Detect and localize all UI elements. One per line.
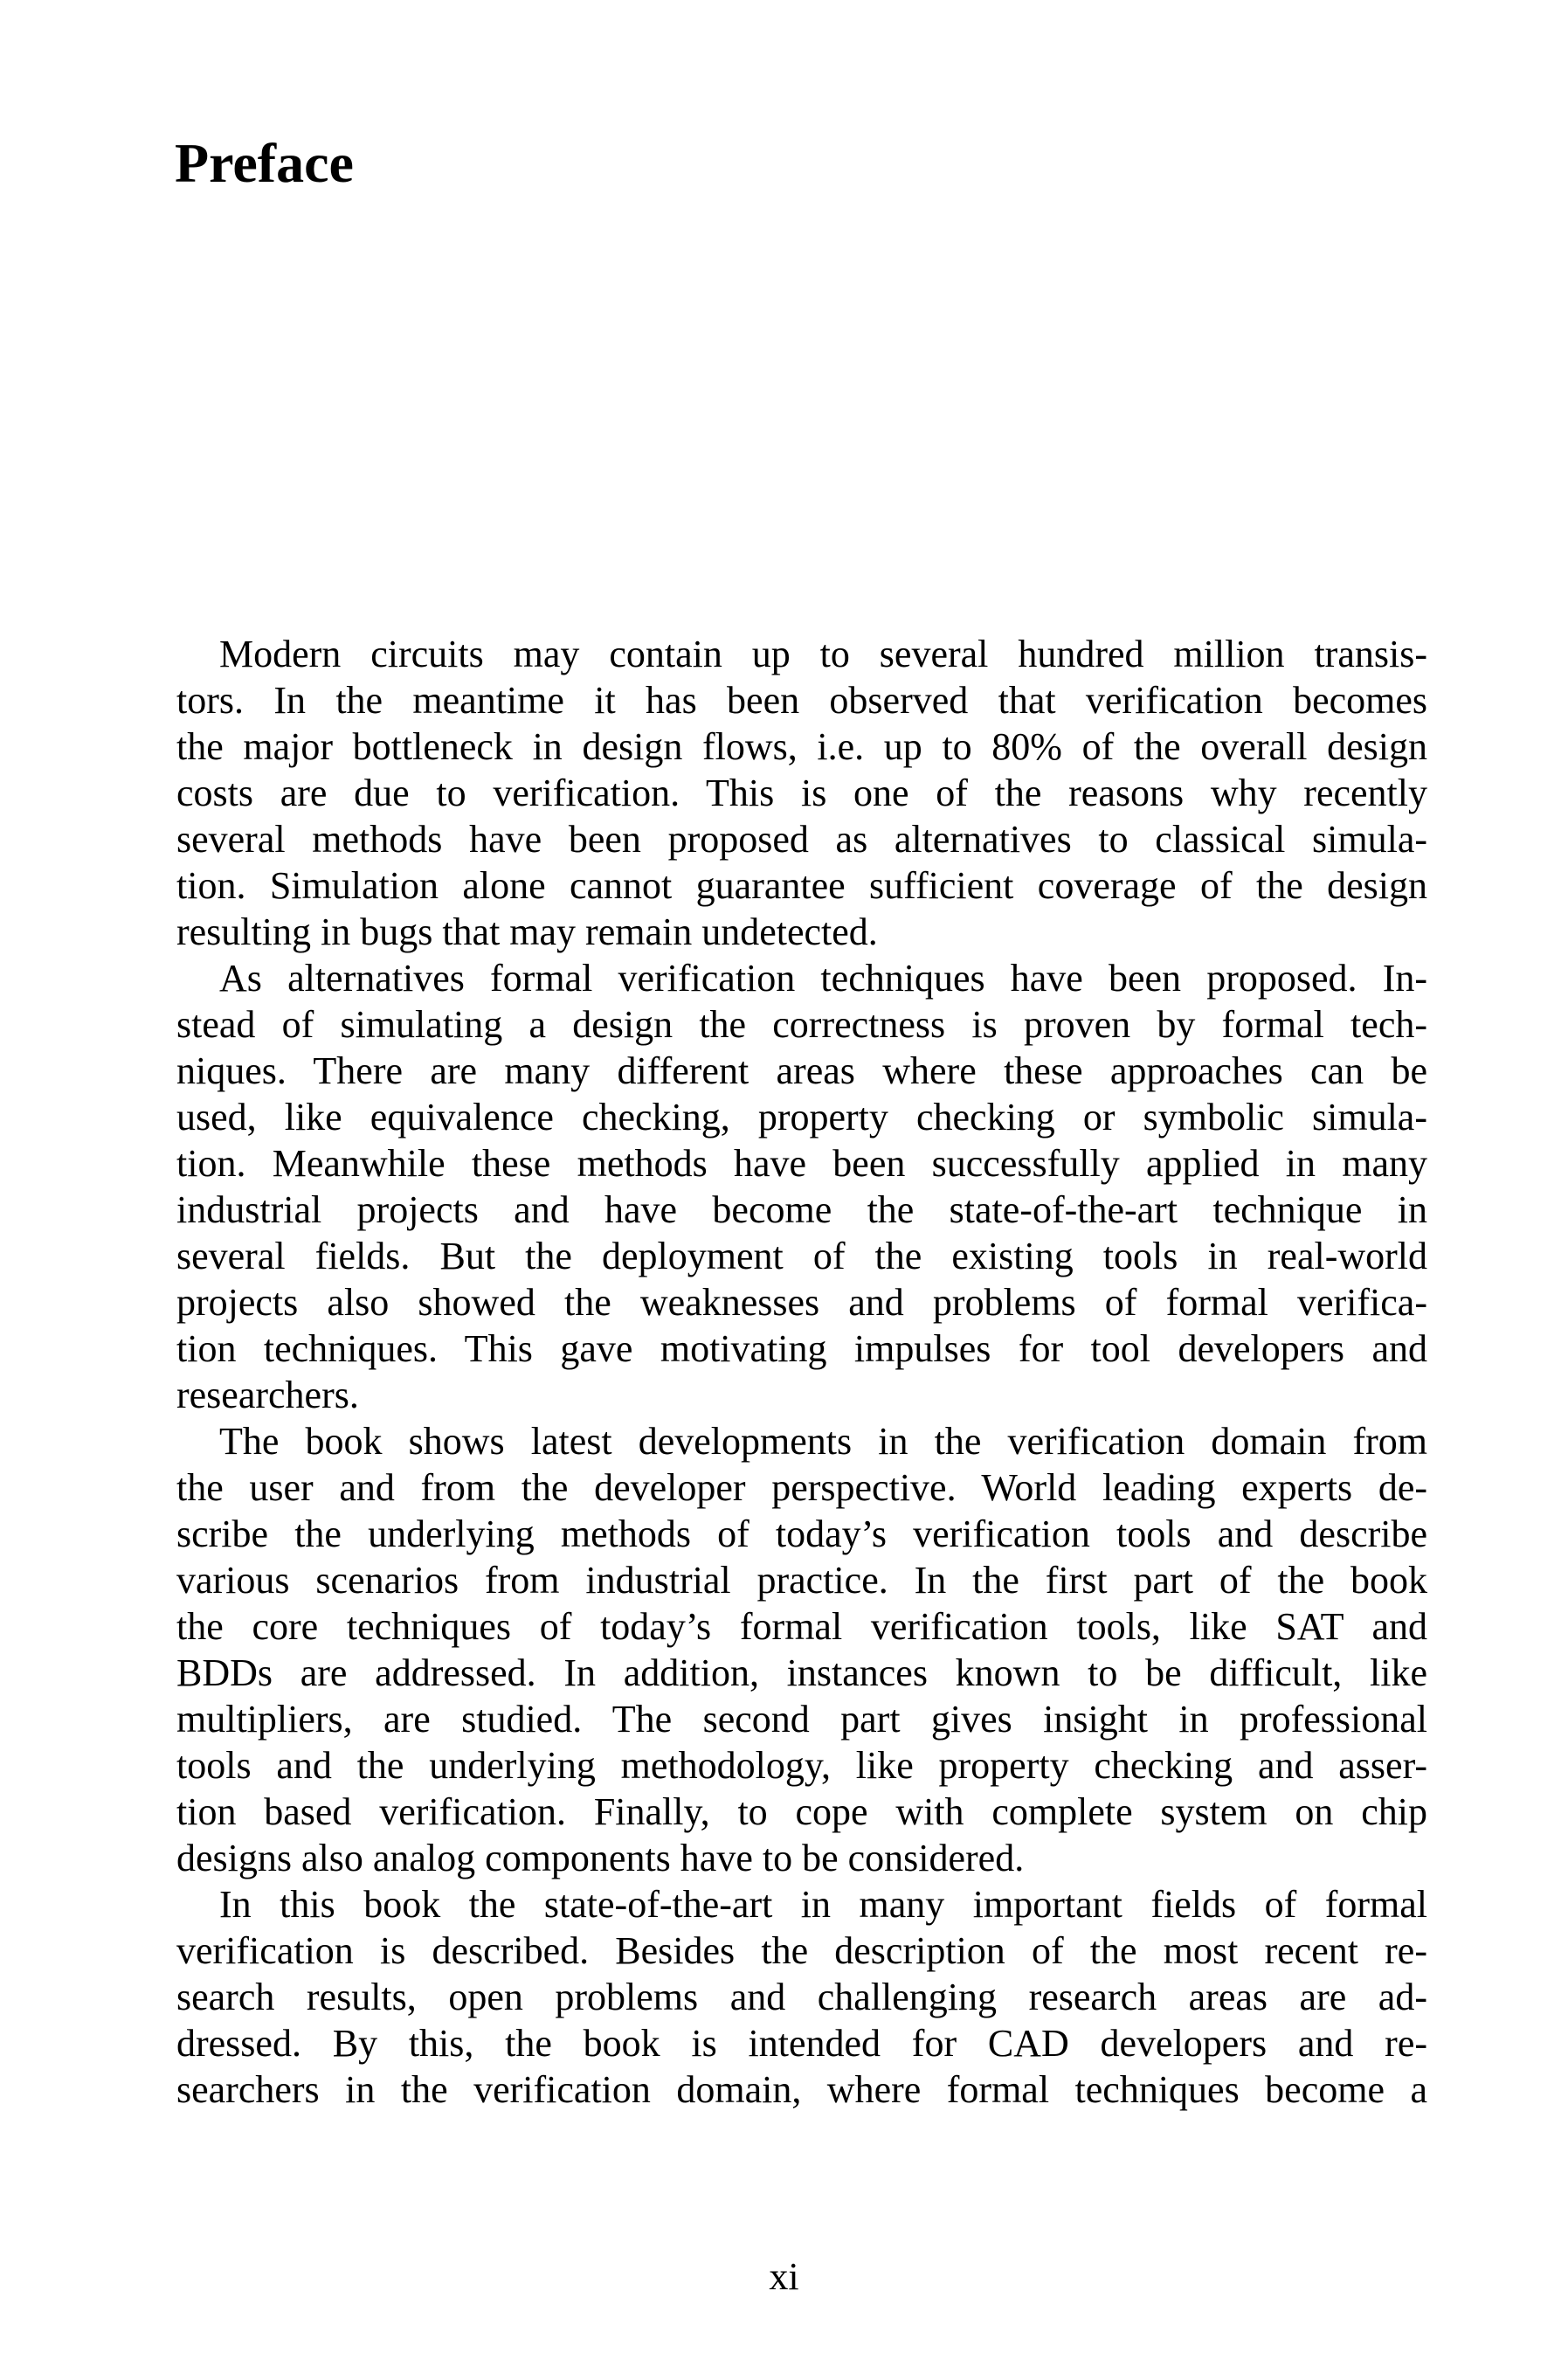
paragraph [176,631,1427,955]
text-line: tion. Meanwhile these methods have been successfully applied in many [176,1142,1427,1185]
text-line: searchers in the verification domain, where formal techniques become a [176,2068,1427,2111]
text-line: search results, open problems and challenging research areas are ad- [176,1976,1427,2018]
text-line: researchers. [176,1374,359,1416]
paragraph [176,1881,1427,2113]
text-line: scribe the underlying methods of today’s verification tools and describe [176,1512,1427,1555]
text-line: designs also analog components have to be considered. [176,1837,1025,1879]
text-line: tools and the underlying methodology, like property checking and asser- [176,1744,1427,1787]
text-line: tors. In the meantime it has been observed that verification becomes [176,679,1427,722]
text-line: the major bottleneck in design flows, i.e. up to 80% of the overall design [176,725,1427,768]
text-line: used, like equivalence checking, property checking or symbolic simula- [176,1096,1427,1139]
text-line: projects also showed the weaknesses and problems of formal verifica- [176,1281,1427,1324]
text-line: Modern circuits may contain up to several hundred million transis- [219,633,1427,675]
text-line: In this book the state-of-the-art in many important fields of formal [219,1883,1427,1926]
text-line: the user and from the developer perspective. World leading experts de- [176,1466,1427,1509]
text-line: tion. Simulation alone cannot guarantee sufficient coverage of the design [176,864,1427,907]
paragraph [176,1418,1427,1881]
text-line: tion based verification. Finally, to cope with complete system on chip [176,1790,1427,1833]
text-line: verification is described. Besides the description of the most recent re- [176,1929,1427,1972]
text-line: niques. There are many different areas where these approaches can be [176,1049,1427,1092]
text-line: dressed. By this, the book is intended for CAD developers and re- [176,2022,1427,2065]
body-text [176,631,1427,2113]
text-line: tion techniques. This gave motivating impulses for tool developers and [176,1327,1427,1370]
page-number: xi [769,2255,799,2298]
text-line: several fields. But the deployment of the existing tools in real-world [176,1235,1427,1277]
text-line: stead of simulating a design the correctness is proven by formal tech- [176,1003,1427,1046]
text-line: multipliers, are studied. The second part gives insight in professional [176,1698,1427,1741]
text-line: The book shows latest developments in the verification domain from [219,1420,1427,1463]
text-line: the core techniques of today’s formal verification tools, like SAT and [176,1605,1427,1648]
text-line: resulting in bugs that may remain undetected. [176,910,878,953]
text-line: As alternatives formal verification techniques have been proposed. In- [219,957,1427,1000]
text-line: BDDs are addressed. In addition, instances known to be difficult, like [176,1651,1427,1694]
text-line: industrial projects and have become the state-of-the-art technique in [176,1188,1427,1231]
page-title: Preface [175,132,354,194]
text-line: several methods have been proposed as alternatives to classical simula- [176,818,1427,861]
text-line: costs are due to verification. This is one of the reasons why recently [176,772,1427,814]
text-line: various scenarios from industrial practice. In the first part of the book [176,1559,1427,1602]
paragraph [176,955,1427,1418]
